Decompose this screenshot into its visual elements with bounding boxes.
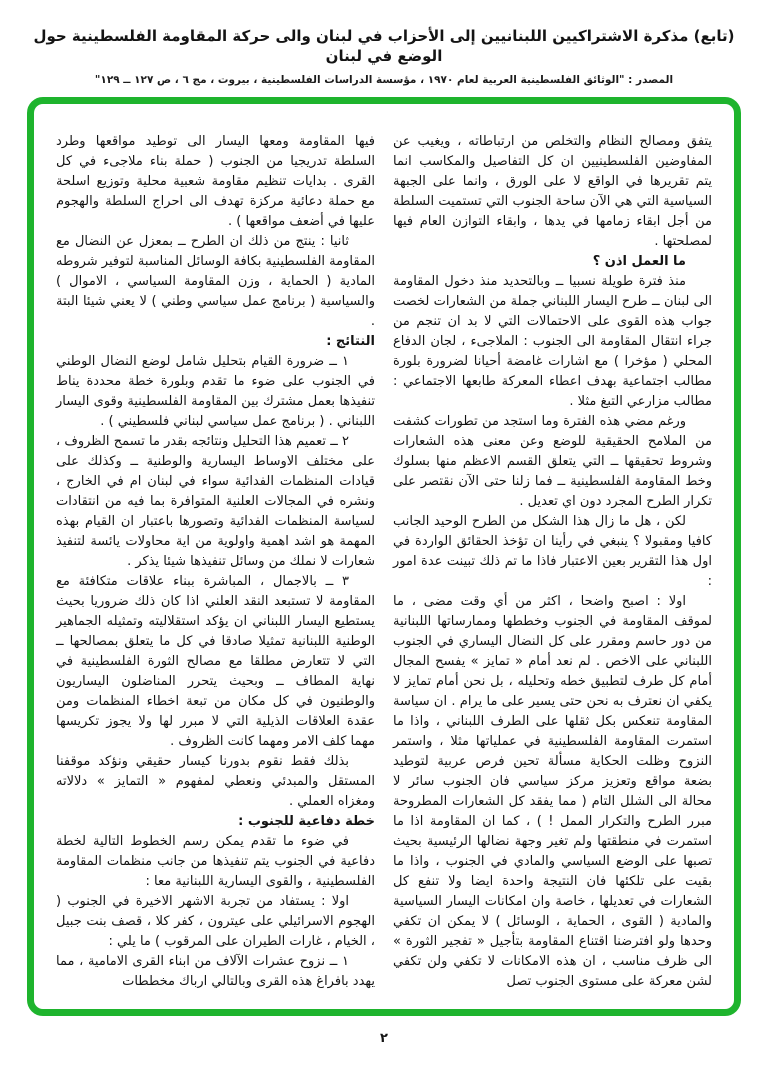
paragraph: ٢ ــ تعميم هذا التحليل ونتائجه بقدر ما تسمح الظروف ، على مختلف الاوساط اليسارية والوطنية ــ وكذلك على قيادات المنظمات الفدائية سواء في لبنان ام في الخارج ، ونشره في المجالات العلنية المتوافرة بما فيه من انتقادات لسياسة المنظمات الفدائية وتصورها باعتبار ان القيام بهذه المهمة هو اشد اهمية واولوية من اية محاولات يائسة لتنفيذ شعارات لا نملك من وسائل تنفيذها شيئا يذكر .	[56, 434, 375, 569]
paragraph: ١ ــ نزوح عشرات الآلاف من ابناء القرى الامامية ، مما يهدد بافراغ هذه القرى وبالتالي ارباك مخططات	[56, 954, 375, 989]
section-heading: ما العمل اذن ؟	[592, 254, 686, 269]
two-column-layout	[56, 132, 712, 989]
doc-source-citation: المصدر : "الوثائق الفلسطينية العربية لعام ١٩٧٠ ، مؤسسة الدراسات الفلسطينية ، بيروت ، مج ٦ ، ص ١٢٧ ــ ١٢٩"	[94, 73, 674, 86]
paragraph: بذلك فقط نقوم بدورنا كيسار حقيقي ونؤكد موقفنا المستقل والمبدئي ونعطي لمفهوم « التمايز » دلالاته ومغزاه العملي .	[56, 754, 375, 809]
paragraph: ٣ ــ بالاجمال ، المباشرة ببناء علاقات متكافئة مع المقاومة لا تستبعد النقد العلني اذا كان ذلك ضروريا بحيث يستطيع اليسار اللبناني ان يؤكد استقلاليته وتمثيله الجماهير الوطنية اللبنانية تمثيلا صادقا في كل ما يتعلق بمصالحها ــ التي لا تتعارض مطلقا مع مصالح الثورة الفلسطينية في نهاية المطاف ــ وبحيث يتحرر المناضلون اليساريون والوطنيون في كل مكان من تبعة اخطاء المنظمات ومن عقدة العلاقات الذيلية التي لا مبرر لها ولا يجوز تكريسها مهما كلف الامر ومهما كانت الظروف .	[56, 574, 375, 749]
doc-title: (تابع) مذكرة الاشتراكيين اللبنانيين إلى الأحزاب في لبنان والى حركة المقاومة الفلسطينية حول الوضع في لبنان	[33, 27, 735, 66]
doc-header	[0, 26, 768, 86]
column-right	[393, 132, 712, 989]
paragraph: منذ فترة طويلة نسبيا ــ وبالتحديد منذ دخول المقاومة الى لبنان ــ طرح اليسار اللبناني جملة من الشعارات لخصت جواب هذه القوى على الاحتمالات التي لا بد ان تنجم من جراء انتقال المقاومة الى الجنوب : الملاجىء ، لجان الدفاع المحلي ( مؤخرا ) مع اشارات غامضة أحيانا لضرورة بلورة مطالب اجتماعية بهدف اعطاء المعركة طابعها الاجتماعي : مطالب مزارعي التبغ مثلا .	[393, 274, 712, 409]
column-left	[56, 132, 375, 989]
paragraph: اولا : يستفاد من تجربة الاشهر الاخيرة في الجنوب ( الهجوم الاسرائيلي على عيترون ، كفر كلا ، قصف بنت جبيل ، الخيام ، غارات الطيران على المرقوب ) ما يلي :	[56, 894, 375, 949]
paragraph: في ضوء ما تقدم يمكن رسم الخطوط التالية لخطة دفاعية في الجنوب يتم تنفيذها من جانب منظمات المقاومة الفلسطينية ، والقوى اليسارية اللبنانية معا :	[56, 834, 375, 889]
paragraph: فيها المقاومة ومعها اليسار الى توطيد مواقعها وطرد السلطة تدريجيا من الجنوب ( حملة بناء ملاجىء في كل القرى . بدايات تنظيم مقاومة شعبية محلية وتوزيع اسلحة مع حملة دعائية مركزة تهدف الى احراج السلطة والهجوم عليها في أضعف مواقعها ) .	[56, 134, 375, 229]
paragraph: ورغم مضي هذه الفترة وما استجد من تطورات كشفت من الملامح الحقيقية للوضع وعن معنى هذه الشعارات وشروط تحقيقها ــ التي يتعلق القسم الاعظم منها بسلوك وخط المقاومة الفلسطينية ــ فما زلنا حتى الآن نقتصر على تكرار الطرح المجرد دون اي تعديل .	[393, 414, 712, 509]
paragraph: اولا : اصبح واضحا ، اكثر من أي وقت مضى ، ما لموقف المقاومة في الجنوب وخططها وممارساتها اللبنانية من دور حاسم ومقرر على كل النضال اليساري في الجنوب اللبناني على الاخص . لم نعد أمام « تمايز » يفسح المجال أمام كل طرف لتطبيق خطه وتحليله ، بل نحن أمام تمايز لا يكفي ان نعترف به نحن حتى يسير على ما يرام . ان سياسة المقاومة تنعكس بكل ثقلها على الطرف اللبناني ، واذا ما استمرت المقاومة الفلسطينية في عملياتها مثلا ، واستمر النزوح وظلت الحكاية مسألة تحين فرص عربية لتوطيد بضعة مواقع وتعزيز مركز سياسي فان الجنوب سائر لا محالة الى الشلل التام ( مما يفقد كل الشعارات المطروحة مبرر الطرح والتكرار الممل ! ) ، كما ان المقاومة اذا ما استمرت في منطقتها ولم تغير وجهة نضالها الرئيسية بحيث تصبها على الوضع السياسي والمادي في الجنوب ، واذا ما بقيت على تلكئها فان النتيجة واحدة ايضا ولا تنفع كل الشعارات في تعديلها ، خاصة وان امكانات اليسار السياسية والمادية ( القوى ، الحماية ، الوسائل ) لا يمكن ان تكفي وحدها ولو افترضنا اقتناع المقاومة بتأجيل « تفجير الثورة » الى ظرف مناسب ، ان هذه الامكانات لا تكفي ولن تكفي لشن معركة على مستوى الجنوب تصل	[393, 594, 712, 989]
section-heading: خطة دفاعية للجنوب :	[238, 814, 375, 829]
section-heading: النتائج :	[326, 334, 375, 349]
paragraph: ١ ــ ضرورة القيام بتحليل شامل لوضع النضال الوطني في الجنوب على ضوء ما تقدم وبلورة خطة محددة يناط تنفيذها بعمل مشترك بين المقاومة الفلسطينية وقوى اليسار اللبناني . ( برنامج عمل سياسي لبناني فلسطيني ) .	[56, 354, 375, 429]
paragraph: ثانيا : ينتج من ذلك ان الطرح ــ بمعزل عن النضال مع المقاومة الفلسطينية بكافة الوسائل المناسبة لتوفير شروطه المادية ( الحماية ، وزن المقاومة السياسي ، الاموال ) والسياسية ( برنامج عمل سياسي وطني ) لا يعني شيئا البتة .	[56, 234, 375, 329]
page-number: ٢	[380, 1031, 388, 1046]
paragraph: لكن ، هل ما زال هذا الشكل من الطرح الوحيد الجانب كافيا ومقبولا ؟ ينبغي في رأينا ان تؤخذ الحقائق الواردة في اول هذا التقرير بعين الاعتبار فاذا ما تم ذلك تبينت عدة امور :	[393, 514, 712, 589]
green-border-frame	[27, 97, 741, 1016]
paragraph: يتفق ومصالح النظام والتخلص من ارتباطاته ، ويغيب عن المفاوضين الفلسطينيين ان كل التفاصيل والمكاسب انما يتم تقريرها في الواقع لا على الورق ، وانما على الجبهة السياسية التي هي الآن ساحة الجنوب التي تستميت السلطة من أجل ابقاء زمامها في يدها ، وابقاء التوازن العام فيها لمصلحتها .	[393, 134, 712, 249]
